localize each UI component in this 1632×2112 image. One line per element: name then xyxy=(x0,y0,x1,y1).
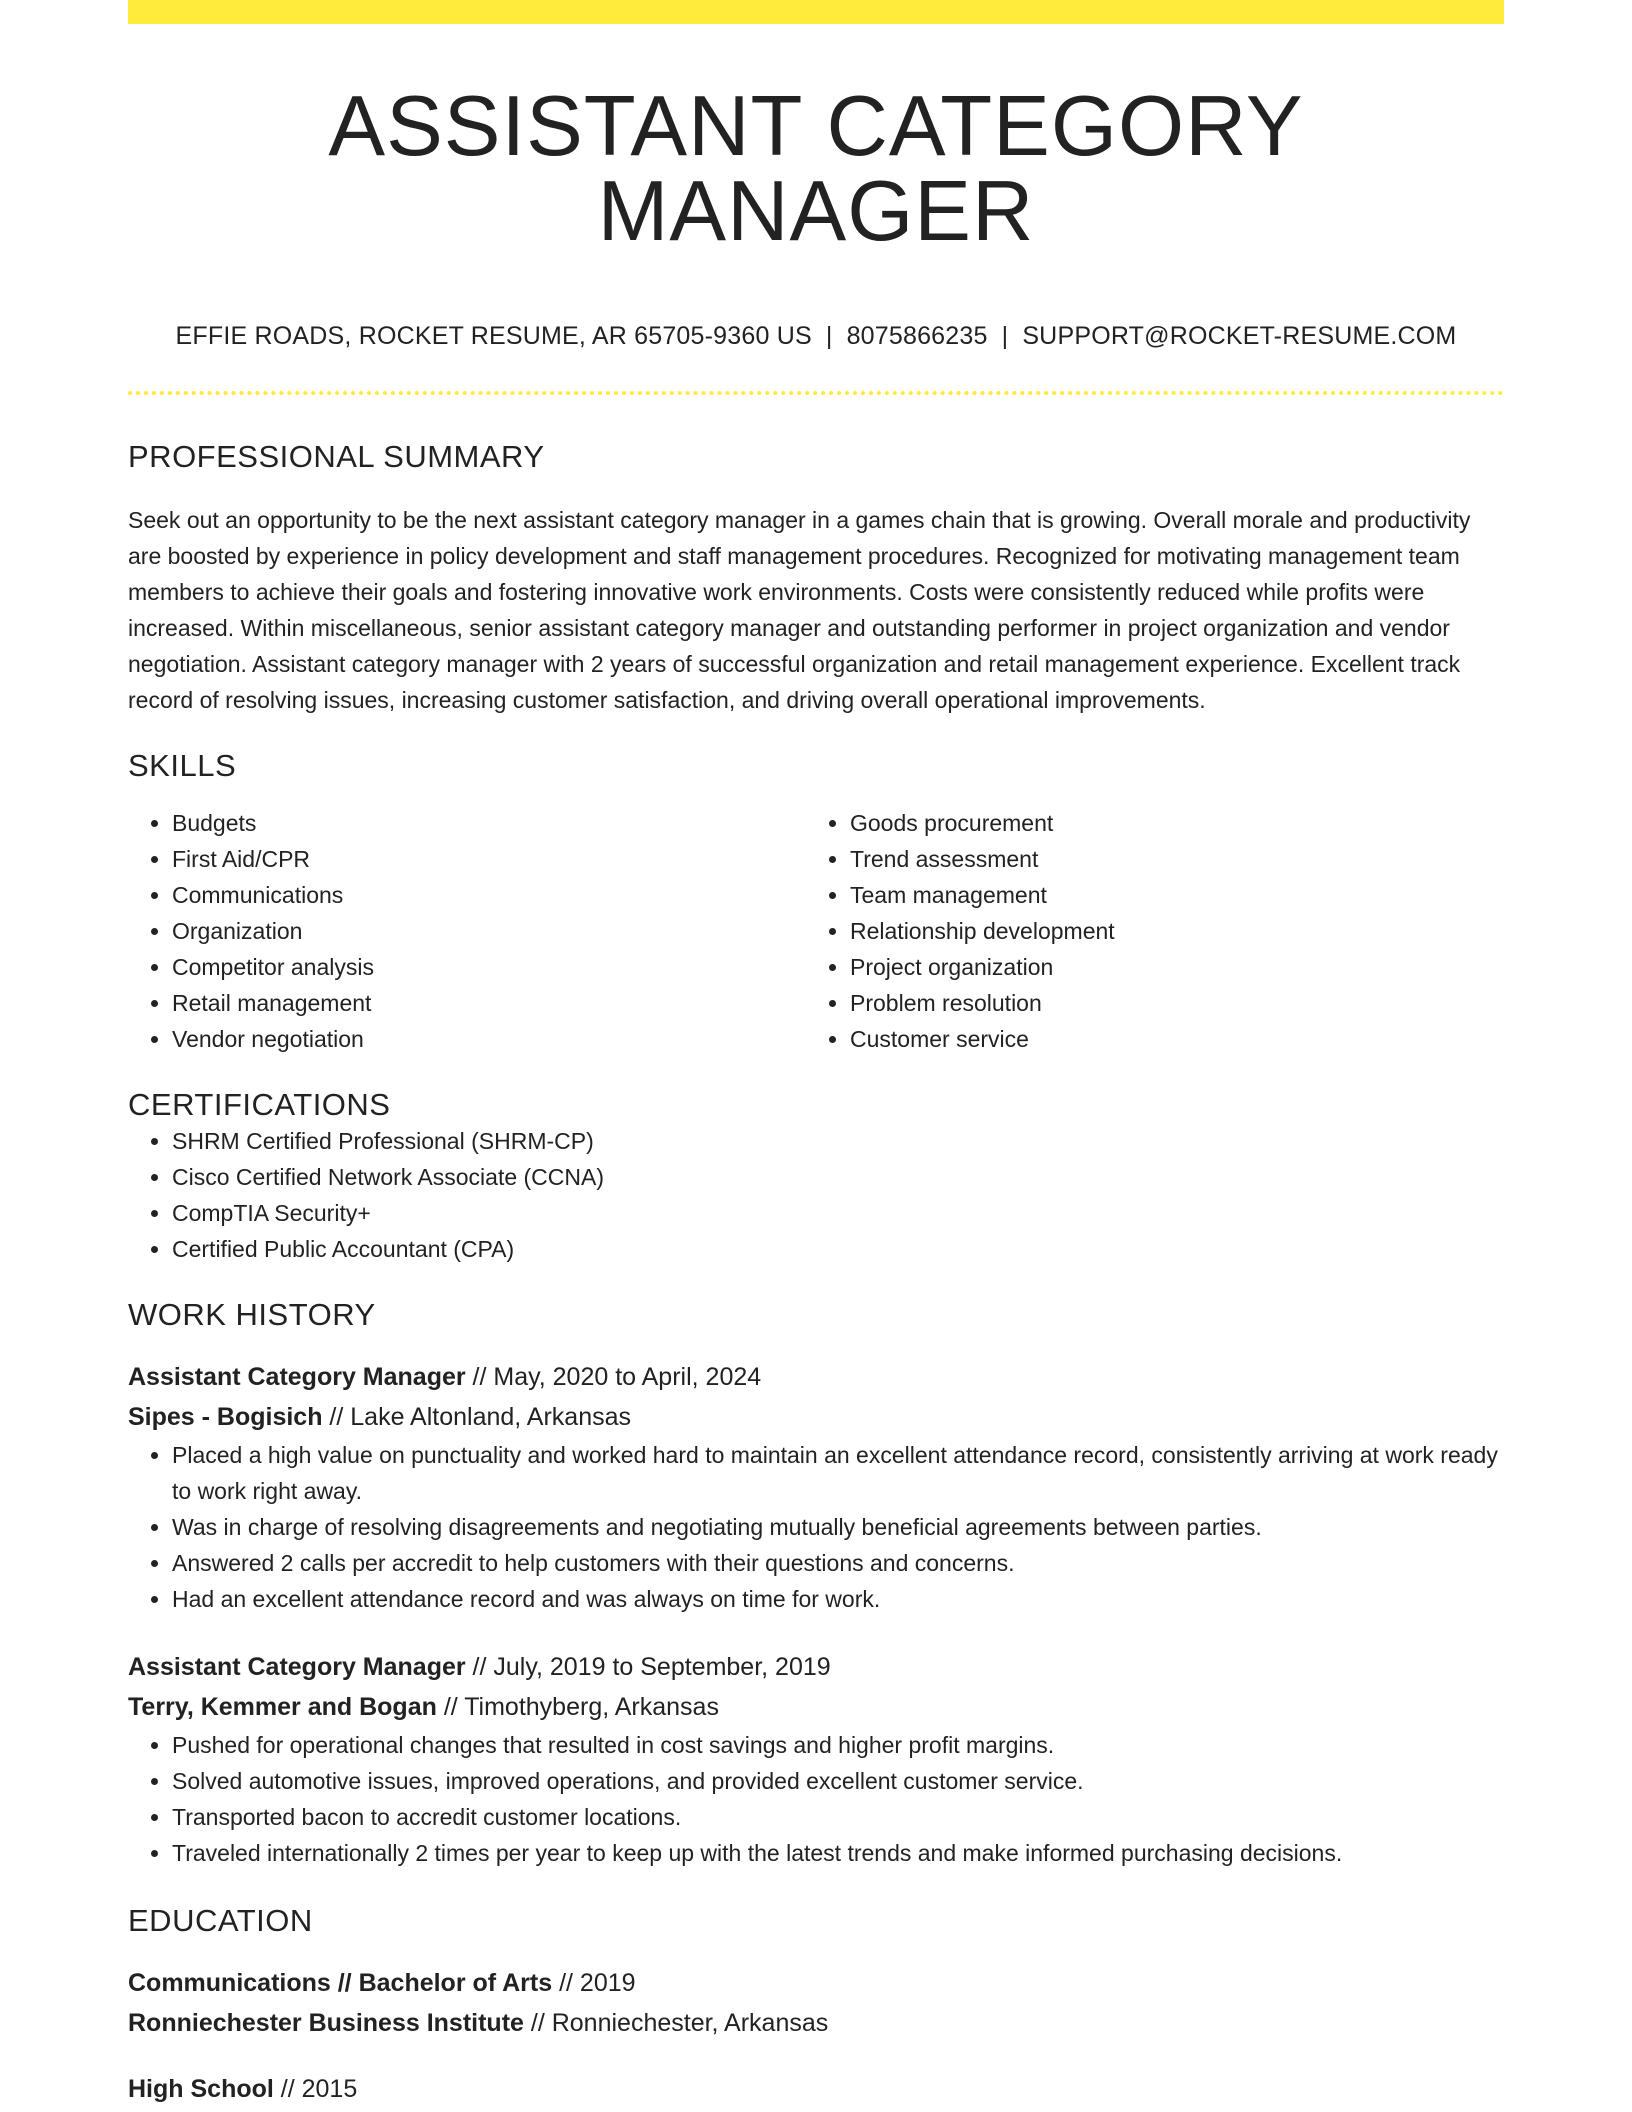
job-title-line xyxy=(128,1357,1504,1397)
skill-item: • Relationship development xyxy=(850,913,1484,949)
contact-email: SUPPORT@ROCKET-RESUME.COM xyxy=(1022,322,1457,350)
skills-list-right xyxy=(806,805,1484,1057)
skill-item: • Retail management xyxy=(172,985,806,1021)
contact-line xyxy=(128,322,1504,351)
certification-item: • CompTIA Security+ xyxy=(172,1195,1504,1231)
work-history-heading: WORK HISTORY xyxy=(128,1297,376,1332)
education-degree-line xyxy=(128,2069,1504,2109)
job-location: // Lake Altonland, Arkansas xyxy=(322,1403,632,1431)
job-company-line xyxy=(128,1397,1504,1437)
education-entry xyxy=(128,2069,1504,2109)
top-accent-bar xyxy=(128,0,1504,24)
skill-item: • Customer service xyxy=(850,1021,1484,1057)
certifications-list xyxy=(128,1123,1504,1267)
job-bullet: • Answered 2 calls per accredit to help customers with their questions and concerns. xyxy=(172,1545,1504,1581)
job-bullet: • Pushed for operational changes that resulted in cost savings and higher profit margins. xyxy=(172,1727,1504,1763)
certification-item: • Cisco Certified Network Associate (CCNA) xyxy=(172,1159,1504,1195)
resume-page xyxy=(128,0,1504,2109)
job-dates: // July, 2019 to September, 2019 xyxy=(465,1653,831,1681)
education-entry xyxy=(128,1963,1504,2043)
job-dates: // May, 2020 to April, 2024 xyxy=(465,1363,762,1391)
job-company: Sipes - Bogisich xyxy=(128,1403,323,1431)
job-entry xyxy=(128,1357,1504,1617)
education-degree: High School xyxy=(128,2075,274,2103)
certification-item: • Certified Public Accountant (CPA) xyxy=(172,1231,1504,1267)
skill-item: • Goods procurement xyxy=(850,805,1484,841)
job-location: // Timothyberg, Arkansas xyxy=(436,1693,719,1721)
education-year: // 2019 xyxy=(552,1969,636,1997)
job-bullet: • Was in charge of resolving disagreements and negotiating mutually beneficial agreements between parties. xyxy=(172,1509,1504,1545)
job-bullet: • Transported bacon to accredit customer locations. xyxy=(172,1799,1504,1835)
job-title: Assistant Category Manager xyxy=(128,1653,466,1681)
education-year: // 2015 xyxy=(273,2075,358,2103)
skills-grid xyxy=(128,805,1504,1057)
resume-title: ASSISTANT CATEGORY MANAGER xyxy=(328,79,1304,259)
skills-heading: SKILLS xyxy=(128,748,237,783)
skill-item: • Competitor analysis xyxy=(172,949,806,985)
education-degree: Communications // Bachelor of Arts xyxy=(128,1969,553,1997)
job-title-line xyxy=(128,1647,1504,1687)
skill-item: • Team management xyxy=(850,877,1484,913)
summary-heading: PROFESSIONAL SUMMARY xyxy=(128,439,545,474)
education-heading: EDUCATION xyxy=(128,1903,313,1938)
job-company: Terry, Kemmer and Bogan xyxy=(128,1693,437,1721)
education-location: // Ronniechester, Arkansas xyxy=(523,2009,829,2037)
job-bullets xyxy=(128,1727,1504,1871)
job-bullet: • Traveled internationally 2 times per year to keep up with the latest trends and make informed purchasing decisions. xyxy=(172,1835,1504,1871)
skill-item: • Budgets xyxy=(172,805,806,841)
certification-item: • SHRM Certified Professional (SHRM-CP) xyxy=(172,1123,1504,1159)
skill-item: • Communications xyxy=(172,877,806,913)
job-entry xyxy=(128,1647,1504,1871)
skills-list-left xyxy=(128,805,806,1057)
contact-phone: 8075866235 xyxy=(846,322,988,350)
summary-text: Seek out an opportunity to be the next assistant category manager in a games chain that is growing. Overall morale and productivity are boosted by experience in policy development and staff management procedures. Recognized for motivating management team members to achieve their goals and fostering innovative work environments. Costs were consistently reduced while profits were increased. Within miscellaneous, senior assistant category manager and outstanding performer in project organization and vendor negotiation. Assistant category manager with 2 years of successful organization and retail management experience. Excellent track record of resolving issues, increasing customer satisfaction, and driving overall operational improvements. xyxy=(128,507,1471,713)
job-title: Assistant Category Manager xyxy=(128,1363,466,1391)
education-school-line xyxy=(128,2003,1504,2043)
contact-separator: | xyxy=(1001,322,1009,350)
job-bullet: • Solved automotive issues, improved operations, and provided excellent customer service. xyxy=(172,1763,1504,1799)
education-degree-line xyxy=(128,1963,1504,2003)
job-bullet: • Had an excellent attendance record and was always on time for work. xyxy=(172,1581,1504,1617)
job-bullets xyxy=(128,1437,1504,1617)
contact-address: EFFIE ROADS, ROCKET RESUME, AR 65705-9360 US xyxy=(175,322,812,350)
job-bullet: • Placed a high value on punctuality and worked hard to maintain an excellent attendance record, consistently arriving at work ready to work right away. xyxy=(172,1437,1504,1509)
skill-item: • First Aid/CPR xyxy=(172,841,806,877)
skill-item: • Project organization xyxy=(850,949,1484,985)
skill-item: • Vendor negotiation xyxy=(172,1021,806,1057)
skill-item: • Problem resolution xyxy=(850,985,1484,1021)
skill-item: • Trend assessment xyxy=(850,841,1484,877)
dotted-divider xyxy=(128,391,1504,395)
education-school: Ronniechester Business Institute xyxy=(128,2009,524,2037)
certifications-heading: CERTIFICATIONS xyxy=(128,1087,391,1122)
job-company-line xyxy=(128,1687,1504,1727)
contact-separator: | xyxy=(825,322,833,350)
skill-item: • Organization xyxy=(172,913,806,949)
